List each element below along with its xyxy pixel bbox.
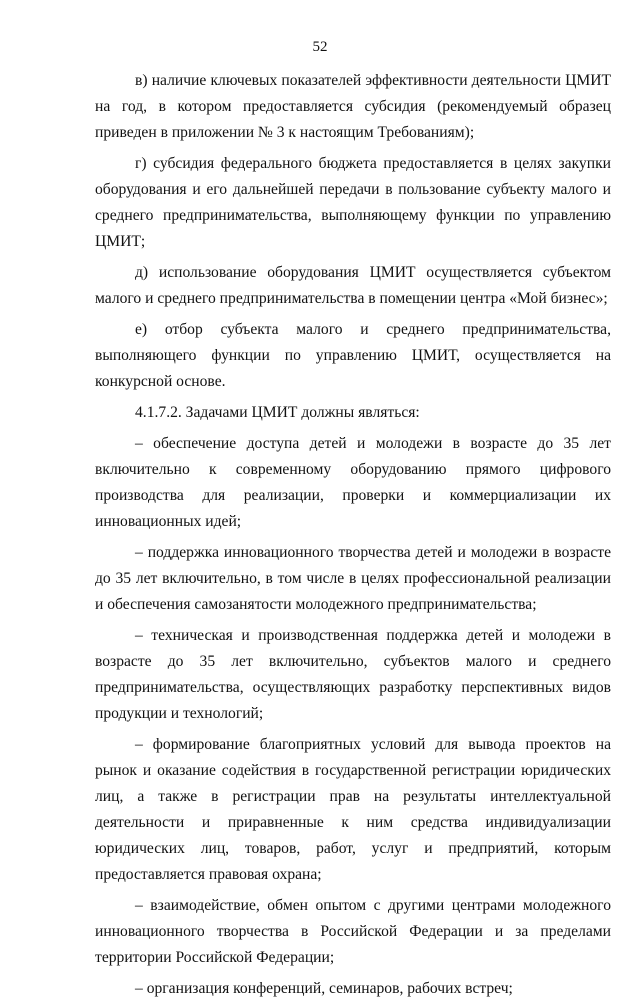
paragraph-item-g: г) субсидия федерального бюджета предоставляется в целях закупки оборудования и его дальнейшей передачи в пользование субъекту малого и среднего предпринимательства, выполняющему функции по управлению ЦМИТ; bbox=[95, 155, 611, 250]
list-item-access-equipment: – обеспечение доступа детей и молодежи в возрасте до 35 лет включительно к современному оборудованию прямого цифрового производства для реализации, проверки и коммерциализации их инновационных идей; bbox=[95, 435, 611, 530]
paragraph-item-d: д) использование оборудования ЦМИТ осуществляется субъектом малого и среднего предпринимательства в помещении центра «Мой бизнес»; bbox=[95, 264, 611, 307]
list-item-conferences: – организация конференций, семинаров, рабочих встреч; bbox=[135, 980, 513, 997]
list-item-market-conditions: – формирование благоприятных условий для вывода проектов на рынок и оказание содействия в государственной регистрации юридических лиц, а также в регистрации прав на результаты интеллектуальной деятельности и приравненные к ним средства индивидуализации юридических лиц, товаров, работ, услуг и предприятий, которым предоставляется правовая охрана; bbox=[95, 736, 611, 883]
paragraph-item-e: е) отбор субъекта малого и среднего предпринимательства, выполняющего функции по управлению ЦМИТ, осуществляется на конкурсной основе. bbox=[95, 321, 611, 390]
list-item-cooperation: – взаимодействие, обмен опытом с другими центрами молодежного инновационного творчества в Российской Федерации и за пределами территории Российской Федерации; bbox=[95, 897, 611, 966]
page-number: 52 bbox=[312, 39, 328, 55]
paragraph-item-v: в) наличие ключевых показателей эффективности деятельности ЦМИТ на год, в котором предоставляется субсидия (рекомендуемый образец приведен в приложении № 3 к настоящим Требованиям); bbox=[95, 72, 611, 141]
list-item-technical-support: – техническая и производственная поддержка детей и молодежи в возрасте до 35 лет включительно, субъектов малого и среднего предпринимательства, осуществляющих разработку перспективных видов продукции и технологий; bbox=[95, 627, 611, 722]
document-body bbox=[95, 68, 611, 1007]
list-item-support-creativity: – поддержка инновационного творчества детей и молодежи в возрасте до 35 лет включительно, в том числе в целях профессиональной реализации и обеспечения самозанятости молодежного предпринимательства; bbox=[95, 544, 611, 613]
section-heading-4-1-7-2: 4.1.7.2. Задачами ЦМИТ должны являться: bbox=[135, 404, 420, 421]
